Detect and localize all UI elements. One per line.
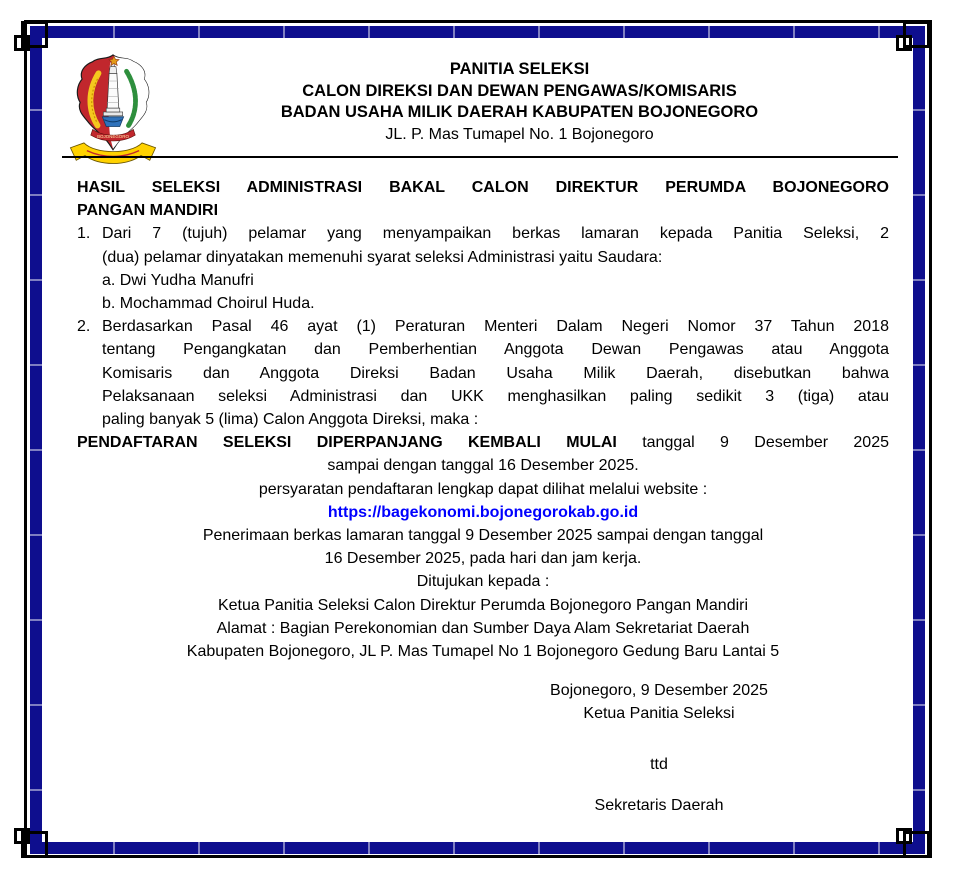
addressee-line-3: Kabupaten Bojonegoro, JL P. Mas Tumapel No 1 Bojonegoro Gedung Baru Lantai 5 <box>186 643 780 661</box>
page-border-band-bottom <box>30 842 925 854</box>
addressee-line-2: Alamat : Bagian Perekonomian dan Sumber Daya Alam Sekretariat Daerah <box>216 619 750 637</box>
list-item-2-number: 2. <box>77 318 91 336</box>
receipt-line-2: 16 Desember 2025, pada hari dan jam kerja. <box>324 550 642 568</box>
list-item-2-line-3: Komisaris dan Anggota Direksi Badan Usaha Milik Daerah, disebutkan bahwa <box>102 364 889 382</box>
letterhead-line-1: PANITIA SELEKSI <box>449 60 590 78</box>
letterhead <box>160 59 879 145</box>
website-link[interactable]: https://bagekonomi.bojonegorokab.go.id <box>327 503 639 521</box>
letterhead-address: JL. P. Mas Tumapel No. 1 Bojonegoro <box>385 125 654 143</box>
page-border-band-top <box>30 26 925 38</box>
page-border-band-right <box>913 26 925 854</box>
page-border-band-left <box>30 26 42 854</box>
list-item-1-sub-a: a. Dwi Yudha Manufri <box>102 271 254 289</box>
document-body <box>77 176 889 663</box>
list-item-1 <box>77 222 889 315</box>
border-corner-ornament-top-right <box>903 21 930 48</box>
signature-place-date: Bojonegoro, 9 Desember 2025 <box>550 682 768 699</box>
website-label: persyaratan pendaftaran lengkap dapat dilihat melalui website : <box>258 480 708 498</box>
border-corner-ornament-top-left <box>21 21 48 48</box>
list-item-2-line-5: paling banyak 5 (lima) Calon Anggota Direksi, maka : <box>102 411 479 429</box>
bojonegoro-emblem-icon <box>64 52 162 170</box>
emblem-ribbon-text: BOJONEGORO <box>97 134 129 140</box>
list-item-2 <box>77 315 889 431</box>
border-corner-ornament-bottom-left <box>21 831 48 858</box>
letterhead-line-3: BADAN USAHA MILIK DAERAH KABUPATEN BOJONEGORO <box>280 103 759 122</box>
announcement-line-2: sampai dengan tanggal 16 Desember 2025. <box>327 457 639 475</box>
addressed-to-label: Ditujukan kepada : <box>416 573 550 591</box>
letterhead-divider <box>62 156 898 158</box>
list-item-1-line-2: (dua) pelamar dinyatakan memenuhi syarat seleksi Administrasi yaitu Saudara: <box>102 248 663 266</box>
list-item-2-line-4: Pelaksanaan seleksi Administrasi dan UKK menghasilkan paling sedikit 3 (tiga) atau <box>102 387 889 405</box>
addressee-line-1: Ketua Panitia Seleksi Calon Direktur Perumda Bojonegoro Pangan Mandiri <box>217 596 749 614</box>
list-item-1-line-1: Dari 7 (tujuh) pelamar yang menyampaikan berkas lamaran kepada Panitia Seleksi, 2 <box>102 225 889 243</box>
letterhead-line-2: CALON DIREKSI DAN DEWAN PENGAWAS/KOMISARIS <box>302 81 737 100</box>
list-item-1-number: 1. <box>77 225 91 243</box>
signature-role-title: Ketua Panitia Seleksi <box>583 705 735 723</box>
list-item-2-line-1: Berdasarkan Pasal 46 ayat (1) Peraturan Menteri Dalam Negeri Nomor 37 Tahun 2018 <box>102 318 889 336</box>
signature-ttd: ttd <box>650 756 668 774</box>
document-title-line-1: HASIL SELEKSI ADMINISTRASI BAKAL CALON DIREKTUR PERUMDA BOJONEGORO <box>77 179 889 196</box>
signature-block <box>503 679 815 817</box>
list-item-2-line-2: tentang Pengangkatan dan Pemberhentian Anggota Dewan Pengawas atau Anggota <box>102 341 889 359</box>
border-corner-ornament-bottom-right <box>903 831 930 858</box>
signature-signer: Sekretaris Daerah <box>594 796 724 814</box>
list-item-1-sub-b: b. Mochammad Choirul Huda. <box>102 295 315 313</box>
document-title-line-2: PANGAN MANDIRI <box>77 202 219 220</box>
receipt-line-1: Penerimaan berkas lamaran tanggal 9 Desember 2025 sampai dengan tanggal <box>202 527 764 545</box>
announcement-regular-text: tanggal 9 Desember 2025 <box>616 434 889 452</box>
bojonegoro-emblem-logo <box>64 52 162 170</box>
announcement-line-1 <box>77 431 889 454</box>
announcement-bold-text: PENDAFTARAN SELEKSI DIPERPANJANG KEMBALI MULAI <box>77 434 617 452</box>
